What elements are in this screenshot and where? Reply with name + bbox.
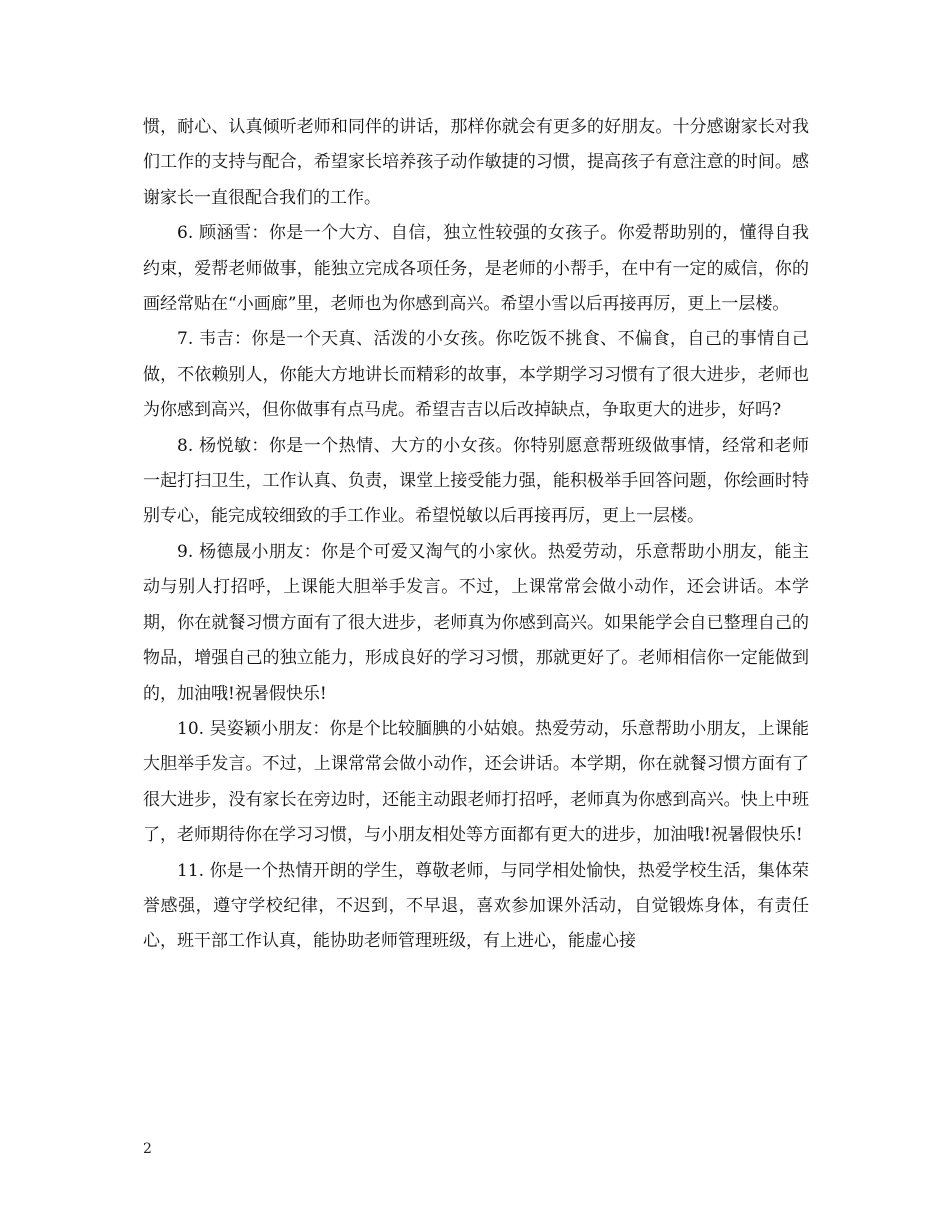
paragraph-item-9: 9. 杨德晟小朋友：你是个可爱又淘气的小家伙。热爱劳动，乐意帮助小朋友，能主动与别人打招呼，上课能大胆举手发言。不过，上课常常会做小动作，还会讲话。本学期，你在就餐习惯方面有了很大进步，老师真为你感到高兴。如果能学会自已整理自己的物品，增强自己的独立能力，形成良好的学习习惯，那就更好了。老师相信你一定能做到的，加油哦!祝暑假快乐! xyxy=(143,541,809,704)
paragraph-item-6: 6. 顾涵雪：你是一个大方、自信，独立性较强的女孩子。你爱帮助别的，懂得自我约束，爱帮老师做事，能独立完成各项任务，是老师的小帮手，在中有一定的威信，你的画经常贴在“小画廊”里，老师也为你感到高兴。希望小雪以后再接再厉，更上一层楼。 xyxy=(143,223,809,315)
paragraph-item-7: 7. 韦吉：你是一个天真、活泼的小女孩。你吃饭不挑食、不偏食，自己的事情自己做，不依赖别人，你能大方地讲长而精彩的故事，本学期学习习惯有了很大进步，老师也为你感到高兴，但你做事有点马虎。希望吉吉以后改掉缺点，争取更大的进步，好吗? xyxy=(143,329,809,421)
paragraph-item-8: 8. 杨悦敏：你是一个热情、大方的小女孩。你特别愿意帮班级做事情，经常和老师一起打扫卫生，工作认真、负责，课堂上接受能力强，能积极举手回答问题，你绘画时特别专心，能完成较细致的手工作业。希望悦敏以后再接再厉，更上一层楼。 xyxy=(143,435,809,527)
paragraph-item-10: 10. 吴姿颖小朋友：你是个比较腼腆的小姑娘。热爱劳动，乐意帮助小朋友，上课能大胆举手发言。不过，上课常常会做小动作，还会讲话。本学期，你在就餐习惯方面有了很大进步，没有家长在旁边时，还能主动跟老师打招呼，老师真为你感到高兴。快上中班了，老师期待你在学习习惯，与小朋友相处等方面都有更大的进步，加油哦!祝暑假快乐! xyxy=(143,718,809,846)
paragraph-item-11: 11. 你是一个热情开朗的学生，尊敬老师，与同学相处愉快，热爱学校生活，集体荣誉感强，遵守学校纪律，不迟到，不早退，喜欢参加课外活动，自觉锻炼身体，有责任心，班干部工作认真，能协助老师管理班级，有上进心，能虚心接 xyxy=(143,860,809,952)
body-text xyxy=(143,110,809,960)
page-number: 2 xyxy=(143,1141,152,1157)
paragraph-continuation: 惯，耐心、认真倾听老师和同伴的讲话，那样你就会有更多的好朋友。十分感谢家长对我们工作的支持与配合，希望家长培养孩子动作敏捷的习惯，提高孩子有意注意的时间。感谢家长一直很配合我们的工作。 xyxy=(143,117,809,208)
